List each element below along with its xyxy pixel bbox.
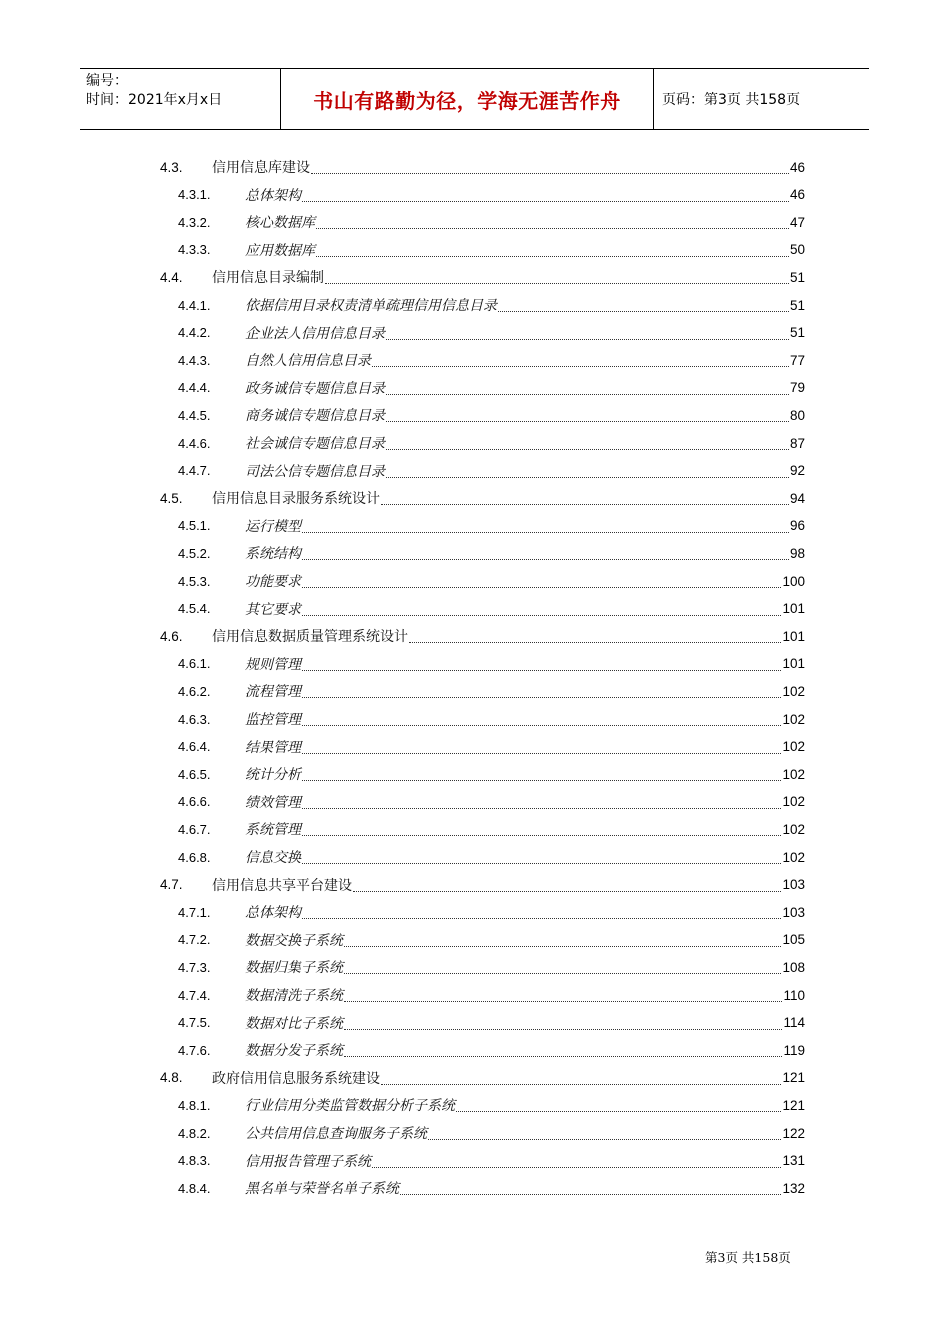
toc-entry[interactable] xyxy=(0,1010,950,1036)
toc-dot-leader xyxy=(353,890,781,892)
toc-dot-leader xyxy=(386,393,789,395)
toc-entry-page: 79 xyxy=(789,380,805,396)
header-page-cell xyxy=(654,69,869,129)
toc-entry-number: 4.3.1. xyxy=(178,187,211,203)
toc-dot-leader xyxy=(344,1055,782,1057)
toc-entry-page: 46 xyxy=(789,187,805,203)
toc-entry-page: 80 xyxy=(789,407,805,423)
toc-entry-number: 4.3.3. xyxy=(178,242,211,258)
toc-entry-number: 4.7.5. xyxy=(178,1015,211,1031)
toc-dot-leader xyxy=(302,834,781,836)
toc-entry-title: 公共信用信息查询服务子系统 xyxy=(245,1123,428,1143)
toc-entry-number: 4.4.3. xyxy=(178,352,211,368)
toc-entry-title: 结果管理 xyxy=(245,737,302,757)
toc-dot-leader xyxy=(302,669,781,671)
toc-entry-title: 信用信息共享平台建设 xyxy=(212,875,353,895)
toc-entry[interactable] xyxy=(0,651,950,677)
toc-entry-title: 系统结构 xyxy=(245,543,302,563)
toc-entry-number: 4.4.6. xyxy=(178,435,211,451)
toc-entry-title: 企业法人信用信息目录 xyxy=(245,323,386,343)
toc-dot-leader xyxy=(381,1083,781,1085)
toc-entry[interactable] xyxy=(0,954,950,980)
toc-entry[interactable] xyxy=(0,1037,950,1063)
toc-entry-title: 政府信用信息服务系统建设 xyxy=(212,1068,381,1088)
toc-dot-leader xyxy=(381,503,789,505)
toc-entry-page: 103 xyxy=(782,877,805,893)
toc-entry-title: 绩效管理 xyxy=(245,792,302,812)
toc-entry-number: 4.6.6. xyxy=(178,794,211,810)
toc-entry-number: 4.8.4. xyxy=(178,1180,211,1196)
toc-entry[interactable] xyxy=(0,899,950,925)
toc-entry[interactable] xyxy=(0,237,950,263)
toc-entry-title: 政务诚信专题信息目录 xyxy=(245,378,386,398)
header-page-label: 页码：第3页 共158页 xyxy=(662,92,801,108)
document-header xyxy=(80,68,869,130)
toc-entry-page: 101 xyxy=(782,628,805,644)
toc-dot-leader xyxy=(316,255,789,257)
toc-entry-page: 51 xyxy=(789,269,805,285)
toc-entry-page: 87 xyxy=(789,435,805,451)
toc-entry-page: 103 xyxy=(782,904,805,920)
toc-entry-page: 105 xyxy=(782,932,805,948)
toc-entry-page: 102 xyxy=(782,849,805,865)
toc-entry-page: 51 xyxy=(789,297,805,313)
toc-entry-number: 4.4.2. xyxy=(178,325,211,341)
header-number-label: 编号： xyxy=(86,73,128,89)
toc-entry-page: 114 xyxy=(783,1015,805,1031)
toc-entry-title: 数据清洗子系统 xyxy=(245,985,344,1005)
toc-entry-title: 信用信息目录服务系统设计 xyxy=(212,488,381,508)
toc-dot-leader xyxy=(302,724,781,726)
toc-dot-leader xyxy=(372,1166,781,1168)
toc-entry[interactable] xyxy=(0,982,950,1008)
toc-dot-leader xyxy=(400,1193,781,1195)
toc-entry[interactable] xyxy=(0,706,950,732)
toc-entry[interactable] xyxy=(0,209,950,235)
toc-dot-leader xyxy=(316,227,789,229)
toc-entry-page: 102 xyxy=(782,711,805,727)
toc-entry[interactable] xyxy=(0,734,950,760)
toc-dot-leader xyxy=(344,945,781,947)
toc-entry-page: 51 xyxy=(789,325,805,341)
toc-entry-page: 77 xyxy=(789,352,805,368)
toc-entry-title: 司法公信专题信息目录 xyxy=(245,461,386,481)
toc-entry[interactable] xyxy=(0,375,950,401)
toc-dot-leader xyxy=(372,365,789,367)
toc-dot-leader xyxy=(409,641,781,643)
toc-entry-number: 4.5.1. xyxy=(178,518,211,534)
toc-entry-number: 4.6.2. xyxy=(178,683,211,699)
toc-dot-leader xyxy=(302,614,781,616)
toc-entry-number: 4.3.2. xyxy=(178,214,211,230)
toc-dot-leader xyxy=(386,448,789,450)
toc-entry-title: 运行模型 xyxy=(245,516,302,536)
toc-entry-number: 4.5.3. xyxy=(178,573,211,589)
footer-page-number: 第3页 共158页 xyxy=(705,1250,791,1265)
toc-entry-page: 92 xyxy=(789,463,805,479)
toc-entry[interactable] xyxy=(0,320,950,346)
toc-entry-number: 4.6.5. xyxy=(178,766,211,782)
toc-entry-page: 102 xyxy=(782,794,805,810)
toc-entry-page: 132 xyxy=(782,1180,805,1196)
toc-entry-page: 102 xyxy=(782,821,805,837)
toc-entry-page: 110 xyxy=(783,987,805,1003)
toc-entry[interactable] xyxy=(0,789,950,815)
toc-entry-title: 社会诚信专题信息目录 xyxy=(245,433,386,453)
toc-entry-page: 121 xyxy=(782,1097,805,1113)
toc-dot-leader xyxy=(302,807,781,809)
toc-entry-page: 46 xyxy=(789,159,805,175)
toc-entry-title: 数据分发子系统 xyxy=(245,1040,344,1060)
toc-entry-number: 4.8. xyxy=(160,1070,183,1086)
toc-entry-title: 监控管理 xyxy=(245,709,302,729)
toc-dot-leader xyxy=(302,917,781,919)
toc-entry-page: 50 xyxy=(789,242,805,258)
toc-dot-leader xyxy=(344,1028,782,1030)
toc-entry[interactable] xyxy=(0,844,950,870)
toc-entry-title: 商务诚信专题信息目录 xyxy=(245,405,386,425)
toc-dot-leader xyxy=(386,338,789,340)
toc-dot-leader xyxy=(325,282,789,284)
toc-entry-page: 101 xyxy=(782,656,805,672)
toc-entry[interactable] xyxy=(0,485,950,511)
toc-entry-number: 4.6. xyxy=(160,628,183,644)
toc-entry[interactable] xyxy=(0,596,950,622)
toc-entry-number: 4.7.2. xyxy=(178,932,211,948)
toc-entry-number: 4.6.1. xyxy=(178,656,211,672)
toc-dot-leader xyxy=(456,1110,781,1112)
toc-dot-leader xyxy=(386,420,789,422)
toc-entry-title: 自然人信用信息目录 xyxy=(245,350,372,370)
toc-entry[interactable] xyxy=(0,430,950,456)
toc-dot-leader xyxy=(386,476,789,478)
toc-entry-number: 4.6.4. xyxy=(178,739,211,755)
toc-entry-number: 4.8.1. xyxy=(178,1097,211,1113)
toc-entry-page: 122 xyxy=(782,1125,805,1141)
toc-entry-page: 108 xyxy=(782,959,805,975)
toc-entry-number: 4.4.1. xyxy=(178,297,211,313)
toc-entry-number: 4.4. xyxy=(160,269,183,285)
toc-dot-leader xyxy=(344,1000,782,1002)
toc-entry[interactable] xyxy=(0,1148,950,1174)
toc-entry-page: 96 xyxy=(789,518,805,534)
toc-entry-title: 数据归集子系统 xyxy=(245,957,344,977)
toc-entry-title: 流程管理 xyxy=(245,681,302,701)
toc-entry[interactable] xyxy=(0,761,950,787)
toc-entry-title: 信用信息目录编制 xyxy=(212,267,325,287)
header-info xyxy=(80,69,281,129)
toc-entry-number: 4.3. xyxy=(160,159,183,175)
toc-dot-leader xyxy=(498,310,789,312)
toc-entry-title: 核心数据库 xyxy=(245,212,316,232)
toc-entry-page: 102 xyxy=(782,683,805,699)
toc-dot-leader xyxy=(302,779,781,781)
toc-entry[interactable] xyxy=(0,872,950,898)
toc-dot-leader xyxy=(302,696,781,698)
toc-entry[interactable] xyxy=(0,1175,950,1201)
toc-entry[interactable] xyxy=(0,1065,950,1091)
toc-entry-number: 4.8.2. xyxy=(178,1125,211,1141)
toc-entry-number: 4.6.3. xyxy=(178,711,211,727)
toc-entry-number: 4.7.3. xyxy=(178,959,211,975)
toc-entry[interactable] xyxy=(0,568,950,594)
toc-dot-leader xyxy=(428,1138,781,1140)
toc-entry[interactable] xyxy=(0,292,950,318)
toc-entry-title: 统计分析 xyxy=(245,764,302,784)
toc-entry[interactable] xyxy=(0,540,950,566)
toc-entry[interactable] xyxy=(0,458,950,484)
toc-entry-title: 依据信用目录权责清单疏理信用信息目录 xyxy=(245,295,498,315)
toc-entry-number: 4.6.7. xyxy=(178,821,211,837)
toc-entry-number: 4.5.2. xyxy=(178,545,211,561)
toc-entry-title: 行业信用分类监管数据分析子系统 xyxy=(245,1095,456,1115)
toc-entry[interactable] xyxy=(0,182,950,208)
toc-entry-number: 4.7. xyxy=(160,877,183,893)
toc-entry-title: 系统管理 xyxy=(245,819,302,839)
toc-entry[interactable] xyxy=(0,927,950,953)
toc-entry-page: 98 xyxy=(789,545,805,561)
toc-entry-title: 规则管理 xyxy=(245,654,302,674)
toc-entry-number: 4.4.7. xyxy=(178,463,211,479)
toc-entry[interactable] xyxy=(0,623,950,649)
toc-entry-number: 4.6.8. xyxy=(178,849,211,865)
toc-entry-title: 信用信息数据质量管理系统设计 xyxy=(212,626,409,646)
toc-entry-title: 应用数据库 xyxy=(245,240,316,260)
header-slogan: 书山有路勤为径，学海无涯苦作舟 xyxy=(313,88,621,113)
toc-entry[interactable] xyxy=(0,1120,950,1146)
toc-dot-leader xyxy=(302,586,781,588)
toc-entry-page: 121 xyxy=(782,1070,805,1086)
toc-entry[interactable] xyxy=(0,264,950,290)
toc-entry-number: 4.4.5. xyxy=(178,407,211,423)
toc-entry-page: 47 xyxy=(789,214,805,230)
toc-entry-title: 黑名单与荣誉名单子系统 xyxy=(245,1178,400,1198)
toc-entry-title: 功能要求 xyxy=(245,571,302,591)
header-time-label: 时间：2021年x月x日 xyxy=(86,92,223,108)
toc-entry[interactable] xyxy=(0,816,950,842)
toc-entry-page: 131 xyxy=(782,1153,805,1169)
toc-entry-title: 信息交换 xyxy=(245,847,302,867)
toc-dot-leader xyxy=(302,558,789,560)
toc-entry-title: 数据对比子系统 xyxy=(245,1013,344,1033)
toc-entry-title: 总体架构 xyxy=(245,902,302,922)
toc-entry-title: 数据交换子系统 xyxy=(245,930,344,950)
toc-entry-title: 信用信息库建设 xyxy=(212,157,311,177)
toc-entry-number: 4.7.6. xyxy=(178,1042,211,1058)
toc-dot-leader xyxy=(311,172,789,174)
toc-entry-number: 4.5. xyxy=(160,490,183,506)
toc-entry-number: 4.4.4. xyxy=(178,380,211,396)
toc-entry-number: 4.7.4. xyxy=(178,987,211,1003)
toc-entry-number: 4.8.3. xyxy=(178,1153,211,1169)
toc-entry-page: 101 xyxy=(782,601,805,617)
toc-entry-page: 94 xyxy=(789,490,805,506)
toc-entry[interactable] xyxy=(0,1092,950,1118)
toc-entry-page: 119 xyxy=(783,1042,805,1058)
toc-entry-page: 100 xyxy=(782,573,805,589)
toc-entry-title: 其它要求 xyxy=(245,599,302,619)
toc-entry[interactable] xyxy=(0,678,950,704)
toc-entry-title: 信用报告管理子系统 xyxy=(245,1151,372,1171)
toc-entry-title: 总体架构 xyxy=(245,185,302,205)
toc-entry-page: 102 xyxy=(782,739,805,755)
toc-dot-leader xyxy=(302,531,789,533)
toc-dot-leader xyxy=(344,972,781,974)
toc-dot-leader xyxy=(302,200,789,202)
toc-dot-leader xyxy=(302,752,781,754)
toc-dot-leader xyxy=(302,862,781,864)
toc-entry-number: 4.7.1. xyxy=(178,904,211,920)
toc-entry[interactable] xyxy=(0,402,950,428)
toc-entry[interactable] xyxy=(0,513,950,539)
toc-entry[interactable] xyxy=(0,154,950,180)
toc-entry-number: 4.5.4. xyxy=(178,601,211,617)
toc-entry[interactable] xyxy=(0,347,950,373)
toc-entry-page: 102 xyxy=(782,766,805,782)
header-slogan-cell xyxy=(281,69,654,129)
